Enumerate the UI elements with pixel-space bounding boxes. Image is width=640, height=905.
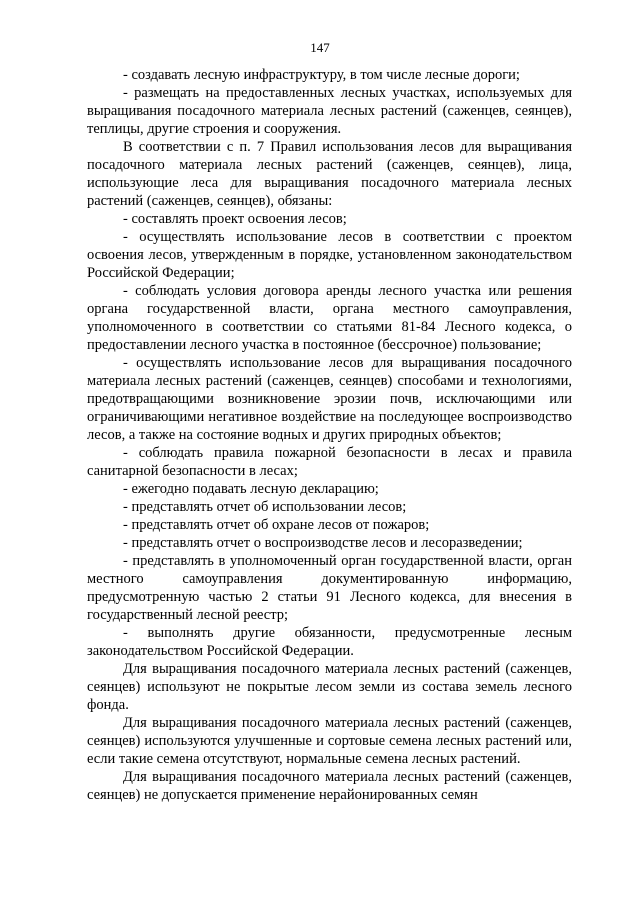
paragraph: Для выращивания посадочного материала лесных растений (саженцев, сеянцев) не допускается применение нерайонированных семян xyxy=(87,769,572,803)
page-number: 147 xyxy=(310,40,330,55)
paragraph: - осуществлять использование лесов в соответствии с проектом освоения лесов, утвержденным в порядке, установленном законодательством Российской Федерации; xyxy=(87,229,572,281)
paragraph: - соблюдать правила пожарной безопасности в лесах и правила санитарной безопасности в лесах; xyxy=(87,445,572,479)
paragraph: - представлять отчет об охране лесов от пожаров; xyxy=(123,517,430,533)
body-text xyxy=(87,66,572,804)
paragraph: - осуществлять использование лесов для выращивания посадочного материала лесных растений (саженцев, сеянцев) способами и технологиями, предотвращающими возникновение эрозии почв, исключающими или ограничивающими негативное воздействие на последующее воспроизводство лесов, а также на состояние водных и других природных объектов; xyxy=(87,355,572,443)
paragraph: - выполнять другие обязанности, предусмотренные лесным законодательством Российской Федерации. xyxy=(87,625,572,659)
paragraph: - создавать лесную инфраструктуру, в том числе лесные дороги; xyxy=(123,67,520,83)
paragraph: - представлять отчет об использовании лесов; xyxy=(123,499,407,515)
paragraph: В соответствии с п. 7 Правил использования лесов для выращивания посадочного материала лесных растений (саженцев, сеянцев), лица, использующие леса для выращивания посадочного материала лесных растений (саженцев, сеянцев), обязаны: xyxy=(87,139,572,209)
paragraph: Для выращивания посадочного материала лесных растений (саженцев, сеянцев) используются улучшенные и сортовые семена лесных растений или, если такие семена отсутствуют, нормальные семена лесных растений. xyxy=(87,715,572,767)
paragraph: - представлять отчет о воспроизводстве лесов и лесоразведении; xyxy=(123,535,523,551)
paragraph: - ежегодно подавать лесную декларацию; xyxy=(123,481,379,497)
paragraph: - размещать на предоставленных лесных участках, используемых для выращивания посадочного материала лесных растений (саженцев, сеянцев), теплицы, другие строения и сооружения. xyxy=(87,85,572,137)
paragraph: - соблюдать условия договора аренды лесного участка или решения органа государственной власти, органа местного самоуправления, уполномоченного в соответствии со статьями 81-84 Лесного кодекса, о предоставлении лесного участка в постоянное (бессрочное) пользование; xyxy=(87,283,572,353)
paragraph: - представлять в уполномоченный орган государственной власти, орган местного самоуправления документированную информацию, предусмотренную частью 2 статьи 91 Лесного кодекса, для внесения в государственный лесной реестр; xyxy=(87,553,572,623)
paragraph: Для выращивания посадочного материала лесных растений (саженцев, сеянцев) используют не покрытые лесом земли из состава земель лесного фонда. xyxy=(87,661,572,713)
paragraph: - составлять проект освоения лесов; xyxy=(123,211,347,227)
